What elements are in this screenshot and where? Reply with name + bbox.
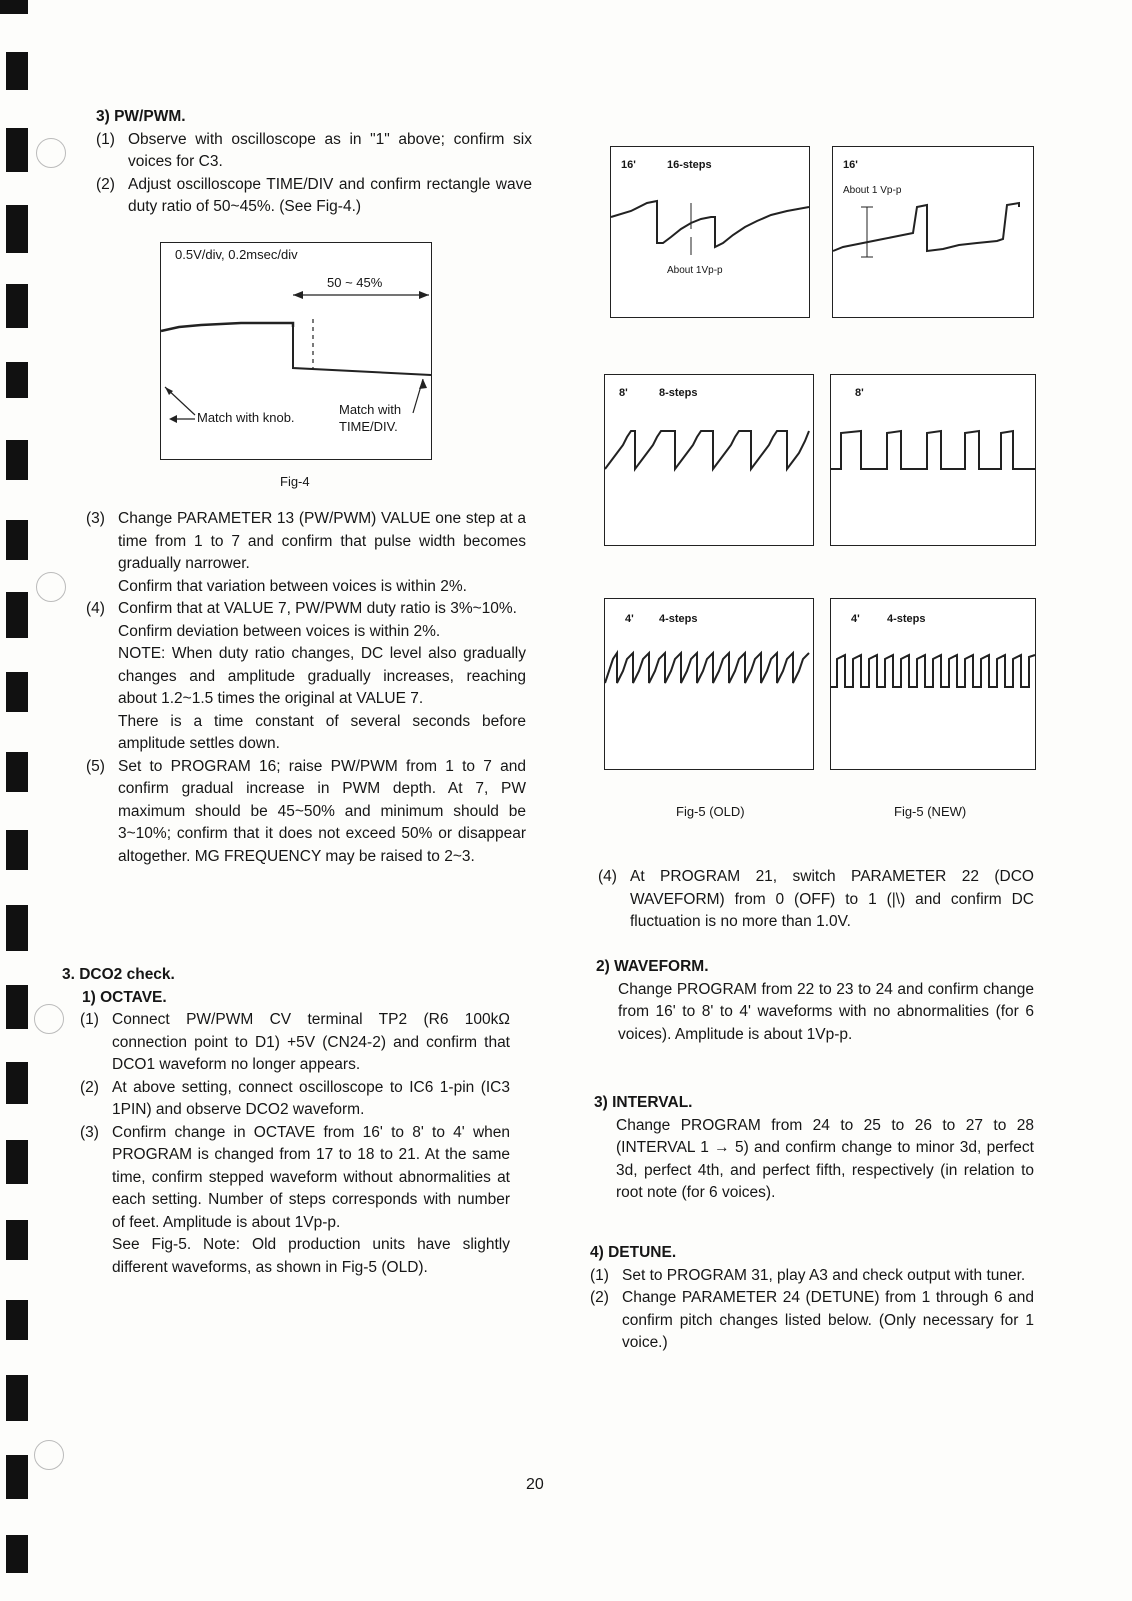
- pw-step-4: (4) Confirm that at VALUE 7, PW/PWM duty ratio is 3%~10%.: [86, 600, 517, 617]
- octave-step-1: (1) Connect PW/PWM CV terminal TP2 (R6 100kΩ connection point to D1) +5V (CN24-2) and confirm that DCO1 waveform no longer appears.: [80, 1011, 510, 1073]
- pw-step-4-note-2: NOTE: When duty ratio changes, DC level also gradually changes and amplitude gradually increases, reaching about 1.2~1.5 times the original at VALUE 7.: [118, 645, 526, 707]
- octave-step-2: (2) At above setting, connect oscilloscope to IC6 1-pin (IC3 1PIN) and observe DCO2 waveform.: [80, 1078, 510, 1118]
- fig5-new-4ft-wave: [831, 599, 1035, 769]
- waveform-heading: 2) WAVEFORM.: [596, 958, 709, 975]
- detune-section: [590, 1242, 1034, 1355]
- dco2-heading: 3. DCO2 check.: [62, 966, 175, 983]
- fig5-old-8ft-wave: [605, 375, 813, 545]
- pw-step-5: (5) Set to PROGRAM 16; raise PW/PWM from 1 to 7 and confirm gradual increase in PWM depth. At 7, PW maximum should be 45~50% and minimum should be 3~10%; confirm that it does not exceed 50% or disappear altogether. MG FREQUENCY may be raised to 2~3.: [86, 757, 526, 865]
- waveform-section: [596, 956, 1034, 1046]
- fig5-new-8ft-wave: [831, 375, 1035, 545]
- pw-heading: 3) PW/PWM.: [96, 108, 186, 125]
- dco2-section: [62, 964, 510, 1279]
- pw-step-4-note-1: Confirm deviation between voices is within 2%.: [118, 622, 441, 640]
- pw-step-3-note: Confirm that variation between voices is within 2%.: [118, 577, 467, 595]
- right-column: [598, 866, 1034, 934]
- interval-section: [594, 1092, 1034, 1205]
- fig5-old-4ft: 4' 4-steps: [604, 598, 814, 770]
- fig5-old-16ft: 16' 16-steps About 1Vp-p: [610, 146, 810, 318]
- punch-hole: [34, 1440, 64, 1470]
- fig4-oscilloscope: [160, 242, 432, 460]
- left-column-cont: [86, 508, 526, 868]
- fig5-new-8ft: 8': [830, 374, 1036, 546]
- fig4-scale: 0.5V/div, 0.2msec/div: [175, 247, 298, 262]
- fig4-knob-note: Match with knob.: [197, 410, 295, 425]
- pw-step-1: (1) Observe with oscilloscope as in "1" above; confirm six voices for C3.: [96, 130, 532, 170]
- octave-step-4: (4) At PROGRAM 21, switch PARAMETER 22 (DCO WAVEFORM) from 0 (OFF) to 1 (|\) and confirm DC fluctuation is no more than 1.0V.: [598, 868, 1034, 930]
- page-number: 20: [526, 1476, 544, 1493]
- interval-heading: 3) INTERVAL.: [594, 1094, 693, 1111]
- fig5-new-16ft-wave: [833, 147, 1033, 317]
- detune-step-1: (1) Set to PROGRAM 31, play A3 and check output with tuner.: [590, 1266, 1026, 1284]
- fig5-old-8ft: 8' 8-steps: [604, 374, 814, 546]
- pw-step-3: (3) Change PARAMETER 13 (PW/PWM) VALUE one step at a time from 1 to 7 and confirm that pulse width becomes gradually narrower.: [86, 510, 526, 572]
- pw-step-2: (2) Adjust oscilloscope TIME/DIV and confirm rectangle wave duty ratio of 50~45%. (See Fig-4.): [96, 175, 532, 215]
- punch-hole: [36, 572, 66, 602]
- octave-step-3-note: See Fig-5. Note: Old production units have slightly different waveforms, as shown in Fig-5 (OLD).: [112, 1236, 510, 1276]
- fig4-timediv-note: Match with TIME/DIV.: [339, 402, 402, 434]
- punch-hole: [34, 1004, 64, 1034]
- punch-hole: [36, 138, 66, 168]
- fig5-old-caption: Fig-5 (OLD): [676, 804, 745, 819]
- interval-text: Change PROGRAM from 24 to 25 to 26 to 27 to 28 (INTERVAL 1 → 5) and confirm change to minor 3d, perfect 3d, perfect 4th, and perfect fifth, respectively (in relation to root note (for 6 voices).: [616, 1116, 1034, 1201]
- fig5-new-4ft: 4' 4-steps: [830, 598, 1036, 770]
- left-column: [96, 106, 532, 219]
- octave-heading: 1) OCTAVE.: [82, 988, 167, 1006]
- waveform-text: Change PROGRAM from 22 to 23 to 24 and confirm change from 16' to 8' to 4' waveforms with no abnormalities (for 6 voices). Amplitude is about 1Vp-p.: [618, 980, 1034, 1043]
- detune-heading: 4) DETUNE.: [590, 1244, 677, 1261]
- fig4-ratio: 50 ~ 45%: [327, 275, 383, 290]
- fig5-old-16ft-wave: [611, 147, 809, 317]
- detune-step-2: (2) Change PARAMETER 24 (DETUNE) from 1 through 6 and confirm pitch changes listed below. (Only necessary for 1 voice.): [590, 1289, 1034, 1351]
- fig4-caption: Fig-4: [280, 474, 310, 489]
- fig5-new-16ft: 16' About 1 Vp-p: [832, 146, 1034, 318]
- fig5-old-4ft-wave: [605, 599, 813, 769]
- octave-step-3: (3) Confirm change in OCTAVE from 16' to 8' to 4' when PROGRAM is changed from 17 to 18 to 21. At the same time, confirm stepped waveform without abnormalities at each setting. Number of steps corresponds with number of feet. Amplitude is about 1Vp-p.: [80, 1123, 510, 1231]
- fig5-new-caption: Fig-5 (NEW): [894, 804, 967, 819]
- pw-step-4-note-3: There is a time constant of several seconds before amplitude settles down.: [118, 712, 526, 752]
